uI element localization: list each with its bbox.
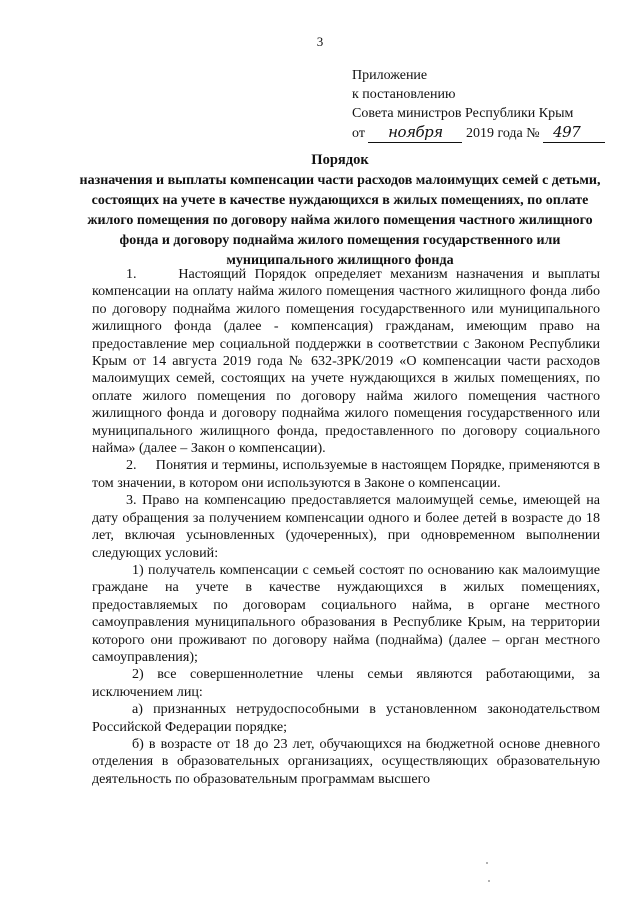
appendix-date-line xyxy=(352,123,612,143)
paragraph-3-2-a: а) признанных нетрудоспособными в установленном законодательством Российской Федерации порядке; xyxy=(92,701,600,735)
paragraph-1: 1. Настоящий Порядок определяет механизм назначения и выплаты компенсации на оплату найма жилого помещения частного жилищного фонда либо по договору поднайма жилого помещения государственного или муниципального жилищного фонда (далее - компенсация) гражданам, имеющим право на предоставление мер социальной поддержки в соответствии с Законом Республики Крым от 14 августа 2019 года № 632-ЗРК/2019 «О компенсации части расходов малоимущих семей, состоящих на учете нуждающихся в жилых помещениях, по оплате жилого помещения по договору найма жилого помещения частного жилищного фонда и договору поднайма жилого помещения государственного или муниципального жилищного фонда, предоставленного по договору социального найма» (далее – Закон о компенсации). xyxy=(92,266,600,457)
appendix-line-3: Совета министров Республики Крым xyxy=(352,106,574,121)
appendix-line-1: Приложение xyxy=(352,68,428,83)
year-text: 2019 года № xyxy=(465,126,540,141)
appendix-block xyxy=(352,66,612,143)
handwritten-number: 497 xyxy=(543,123,605,143)
title-heading: Порядок xyxy=(311,152,369,168)
paragraph-2: 2. Понятия и термины, используемые в настоящем Порядке, применяются в том значении, в котором они используются в Законе о компенсации. xyxy=(92,457,600,491)
paragraph-3-2-b: б) в возрасте от 18 до 23 лет, обучающихся на бюджетной основе дневного отделения в образовательных организациях, осуществляющих образовательную деятельность по образовательным программам высшего xyxy=(92,735,600,787)
scan-speck xyxy=(486,862,488,864)
document-body xyxy=(92,266,600,788)
scan-speck xyxy=(488,880,490,882)
paragraph-3: 3. Право на компенсацию предоставляется малоимущей семье, имеющей на дату обращения за получением компенсации одного и более детей в возрасте до 18 лет, включая усыновленных (удочеренных), при одновременном выполнении следующих условий: xyxy=(92,492,600,561)
paragraph-3-2: 2) все совершеннолетние члены семьи являются работающими, за исключением лиц: xyxy=(92,666,600,700)
page-number: 3 xyxy=(316,34,324,49)
appendix-line-2: к постановлению xyxy=(352,87,456,102)
document-title xyxy=(70,150,610,271)
title-subtitle: назначения и выплаты компенсации части расходов малоимущих семей с детьми, состоящих на учете в качестве нуждающихся в жилых помещениях, по оплате жилого помещения по договору найма жилого помещения частного жилищного фонда и договору поднайма жилого помещения государственного или муниципального жилищного фонда xyxy=(79,173,601,268)
handwritten-date: ноября xyxy=(368,123,462,143)
paragraph-3-1: 1) получатель компенсации с семьей состоят по основанию как малоимущие граждане на учете в качестве нуждающихся в жилых помещениях, предоставляемых по договорам социального найма, в органе местного самоуправления муниципального образования в Республике Крым, на территории которого они проживают по договору найма (поднайма) (далее – орган местного самоуправления); xyxy=(92,561,600,665)
date-prefix: от xyxy=(352,126,365,141)
